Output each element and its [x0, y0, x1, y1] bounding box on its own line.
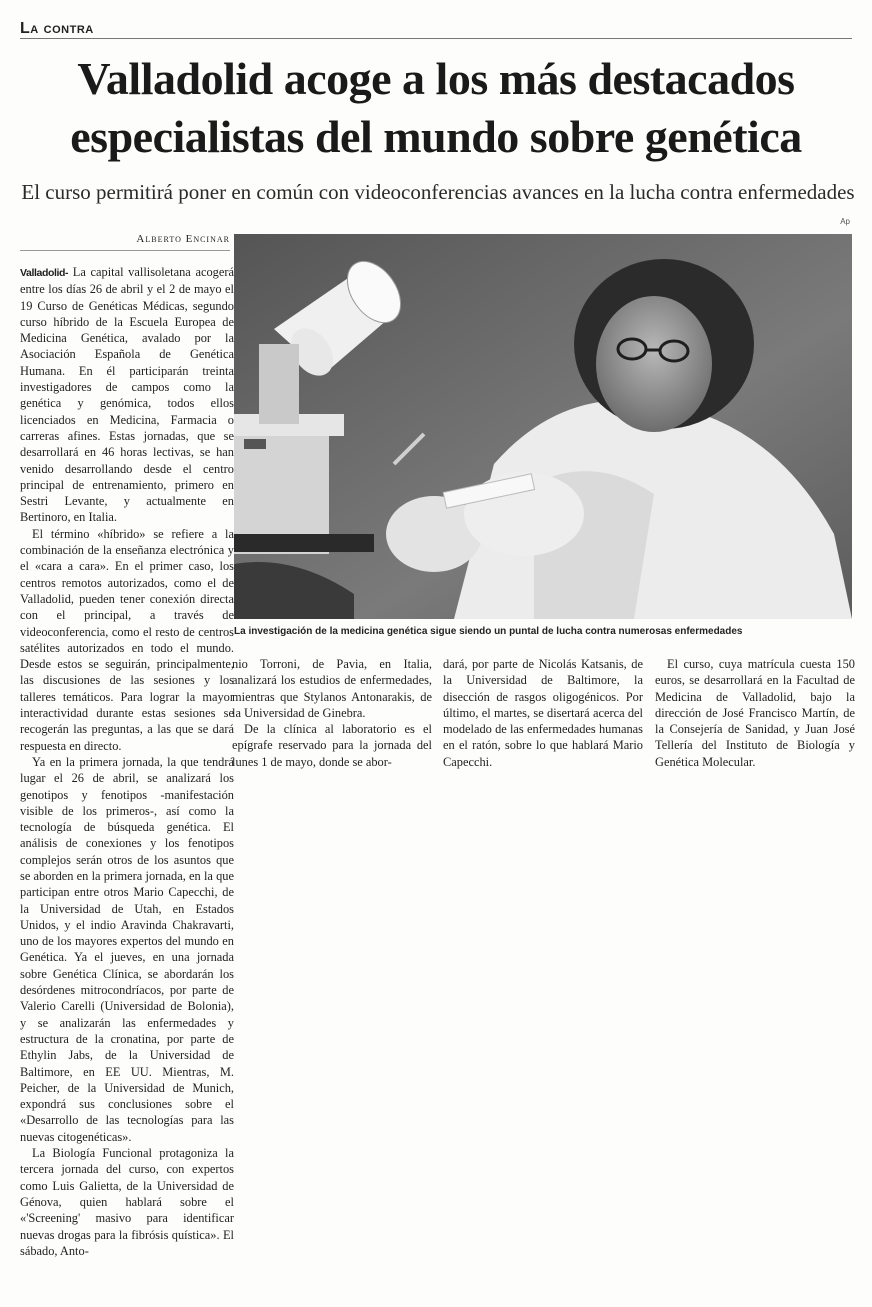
dateline: Valladolid- — [20, 267, 69, 279]
photo-caption: La investigación de la medicina genética sigue siendo un puntal de lucha contra numerosas enfermedades — [234, 626, 743, 637]
paragraph-text: La capital vallisoletana acogerá entre los días 26 de abril y el 2 de mayo el 19 Curso de Genéticas Médicas, segundo curso híbrido de la Escuela Europea de Medicina Genética, avalado por la Asociación Española de Genética Humana. En él participarán treinta investigadores de campos como la genética y genómica, todos ellos licenciados en Medicina, Farmacia o carreras afines. Estas jornadas, que se desarrollará en 46 horas lectivas, se han venido desarrollando desde el centro principal de entrenamiento, primero en Sestri Levante, y actualmente en Bertinoro, en Italia. — [20, 265, 234, 525]
headline-line-1: Valladolid acoge a los más destacados — [77, 53, 795, 104]
article-paragraph: El término «híbrido» se refiere a la combinación de la enseñanza electrónica y el «cara a cara». En el primer caso, los centros remotos autorizados, como el de Valladolid, pueden tener conexión directa con el principal, a través de videoconferencia, como el resto de centros satélites autorizados en todo el mundo. Desde estos se seguirán, principalmente, las discusiones de las sesiones y los talleres temáticos. Para lograr la mayor interactividad durante estas sesiones se recogerán las preguntas, a las que se dará respuesta en directo. — [20, 526, 234, 753]
article-paragraph: Ya en la primera jornada, la que tendrá lugar el 26 de abril, se analizará los genotipos y fenotipos -manifestación visible de los primeros-, así como la tecnología de búsqueda genética. El análisis de conexiones y los fenotipos complejos serán otros de los asuntos que se aborden en la primera jornada, en la que participan entre otros Mario Capecchi, de la Universidad de Utah, en Estados Unidos, y el indio Aravinda Chakravarti, uno de los mayores expertos del mundo en Genética. Ya el jueves, en una jornada sobre Genética Clínica, se abordarán los desórdenes mitrocondríacos, por parte de Valerio Carelli (Universidad de Bolonia), y se analizarán las enfermedades y estructura de la cronatina, por parte de Ethylin Jabs, de la Universidad de Baltimore, en EE UU. Mientras, M. Peicher, de la Universidad de Munich, expondrá sus conclusiones sobre el «Desarrollo de las tecnologías para las nuevas citogenéticas». — [20, 754, 234, 1144]
article-paragraph: La Biología Funcional protagoniza la tercera jornada del curso, con expertos como Luis Galietta, de la Universidad de Génova, quien hablará sobre el «'Screening' masivo para identificar nuevas drogas para la fibrósis quística». El sábado, Anto- — [20, 1146, 234, 1258]
photo-credit: Ap — [840, 217, 850, 226]
article-column-1 — [20, 264, 234, 1299]
article-photo — [234, 234, 852, 619]
subtitle: El curso permitirá poner en común con videoconferencias avances en la lucha contra enfermedades — [21, 180, 855, 204]
section-label: La contra — [20, 20, 94, 37]
article-paragraph: nio Torroni, de Pavia, en Italia, analizará los estudios de enfermedades, mientras que Stylanos Antonarakis, de la Universidad de Ginebra. — [232, 657, 432, 720]
article-column-3 — [443, 656, 643, 776]
headline — [20, 50, 852, 166]
article-paragraph: dará, por parte de Nicolás Katsanis, de la Universidad de Baltimore, la disección de rasgos oligogénicos. Por último, el martes, se disertará acerca del modelado de las enfermedades humanas en el ratón, sobre lo que hablará Mario Capecchi. — [443, 657, 643, 769]
article-paragraph: De la clínica al laboratorio es el epígrafe reservado para la jornada del lunes 1 de mayo, donde se abor- — [232, 722, 432, 769]
article-paragraph: El curso, cuya matrícula cuesta 150 euros, se desarrollará en la Facultad de Medicina de Valladolid, bajo la dirección de José Francisco Martín, de la Consejería de Sanidad, y Juan José Tellería del Instituto de Biología y Genética Molecular. — [655, 657, 855, 769]
article-paragraph — [20, 264, 234, 526]
header-rule — [20, 38, 852, 39]
article-column-2 — [232, 656, 432, 776]
byline: Alberto Encinar — [136, 233, 230, 245]
byline-rule — [20, 250, 230, 251]
headline-line-2: especialistas del mundo sobre genética — [70, 111, 802, 162]
article-column-4 — [655, 656, 855, 776]
